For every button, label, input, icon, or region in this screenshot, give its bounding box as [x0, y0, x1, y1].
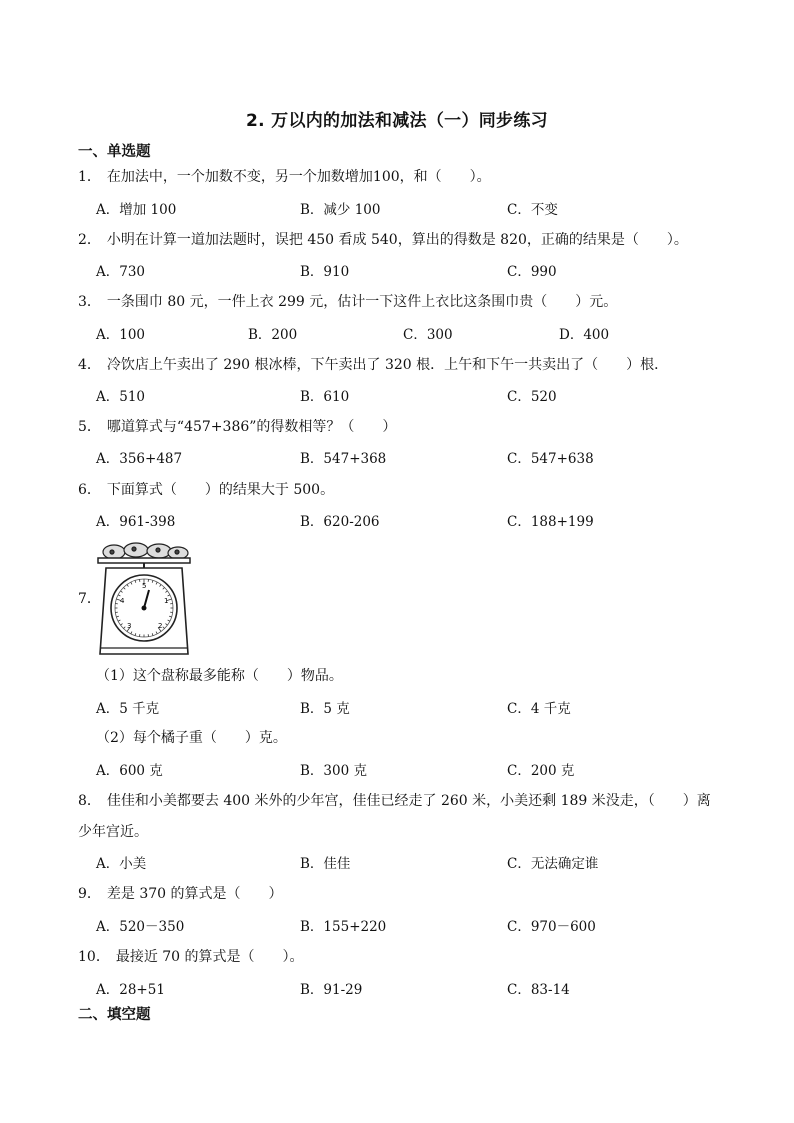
q7-subquestion-2: （2）每个橘子重（ ）克。	[96, 730, 287, 746]
q9-option-a[interactable]: A．520－350	[96, 919, 185, 935]
oranges-icon	[103, 543, 188, 559]
question-number: 5．	[78, 419, 101, 435]
q7-1-option-b[interactable]: B．5 克	[300, 701, 350, 717]
section-title-single-choice: 一、单选题	[78, 144, 151, 160]
question-number: 9．	[78, 886, 101, 902]
question-number: 2．	[78, 232, 101, 248]
q6-option-c[interactable]: C．188+199	[507, 514, 594, 530]
question-3	[78, 291, 617, 311]
question-text: 在加法中，一个加数不变，另一个加数增加100，和（ ）。	[106, 169, 491, 185]
q10-option-c[interactable]: C．83-14	[507, 982, 570, 998]
q2-option-b[interactable]: B．910	[300, 264, 350, 280]
q1-option-a[interactable]: A．增加 100	[96, 202, 177, 218]
q7-2-option-a[interactable]: A．600 克	[96, 763, 163, 779]
question-text: 一条围巾 80 元，一件上衣 299 元，估计一下这件上衣比这条围巾贵（ ）元。	[106, 294, 618, 310]
q4-option-a[interactable]: A．510	[96, 389, 146, 405]
question-number: 10．	[78, 949, 110, 965]
question-6	[78, 479, 334, 499]
question-text: 差是 370 的算式是（ ）	[106, 886, 283, 902]
q8-option-c[interactable]: C．无法确定谁	[507, 856, 599, 872]
q7-2-option-b[interactable]: B．300 克	[300, 763, 367, 779]
question-text: 冷饮店上午卖出了 290 根冰棒，下午卖出了 320 根．上午和下午一共卖出了（ ）根．	[106, 357, 669, 373]
question-2	[78, 229, 688, 249]
section-title-fill-blank: 二、填空题	[78, 1007, 151, 1023]
q6-option-b[interactable]: B．620-206	[300, 514, 380, 530]
question-number: 3．	[78, 294, 101, 310]
question-text: 小明在计算一道加法题时，误把 450 看成 540，算出的得数是 820，正确的结果是（ ）。	[106, 232, 688, 248]
question-8-continued: 少年宫近。	[78, 824, 148, 840]
q7-2-option-c[interactable]: C．200 克	[507, 763, 575, 779]
dial-number-1: 1	[164, 597, 169, 605]
q10-option-b[interactable]: B．91-29	[300, 982, 363, 998]
page-title: 2. 万以内的加法和减法（一）同步练习	[246, 111, 548, 131]
q6-option-a[interactable]: A．961-398	[96, 514, 176, 530]
question-number: 4．	[78, 357, 101, 373]
q4-option-b[interactable]: B．610	[300, 389, 350, 405]
q2-option-a[interactable]: A．730	[96, 264, 146, 280]
question-text: 佳佳和小美都要去 400 米外的少年宫，佳佳已经走了 260 米，小美还剩 189 米没走，（ ）离	[106, 793, 711, 809]
q7-subquestion-1: （1）这个盘称最多能称（ ）物品。	[96, 668, 343, 684]
dial-number-5: 5	[142, 582, 147, 590]
question-1	[78, 166, 491, 186]
question-text: 哪道算式与“457+386”的得数相等？（ ）	[106, 419, 397, 435]
platform-scale-image	[96, 542, 192, 656]
q7-1-option-a[interactable]: A．5 千克	[96, 701, 160, 717]
question-5	[78, 416, 396, 436]
q2-option-c[interactable]: C．990	[507, 264, 557, 280]
q9-option-c[interactable]: C．970－600	[507, 919, 596, 935]
question-number: 8．	[78, 793, 101, 809]
q3-option-b[interactable]: B．200	[248, 327, 298, 343]
q7-1-option-c[interactable]: C．4 千克	[507, 701, 571, 717]
q1-option-b[interactable]: B．减少 100	[300, 202, 381, 218]
question-number: 6．	[78, 482, 101, 498]
q5-option-b[interactable]: B．547+368	[300, 451, 387, 467]
q3-option-d[interactable]: D．400	[559, 327, 610, 343]
q4-option-c[interactable]: C．520	[507, 389, 557, 405]
question-text: 最接近 70 的算式是（ ）。	[115, 949, 304, 965]
question-4	[78, 354, 668, 374]
dial-number-2: 2	[158, 622, 163, 630]
q8-option-b[interactable]: B．佳佳	[300, 856, 351, 872]
q8-option-a[interactable]: A．小美	[96, 856, 147, 872]
question-10	[78, 946, 304, 966]
q5-option-c[interactable]: C．547+638	[507, 451, 594, 467]
q10-option-a[interactable]: A．28+51	[96, 982, 165, 998]
dial-number-3: 3	[127, 622, 132, 630]
question-number: 1．	[78, 169, 101, 185]
question-9	[78, 883, 283, 903]
q5-option-a[interactable]: A．356+487	[96, 451, 183, 467]
q1-option-c[interactable]: C．不变	[507, 202, 558, 218]
q9-option-b[interactable]: B．155+220	[300, 919, 387, 935]
question-text: 下面算式（ ）的结果大于 500。	[106, 482, 335, 498]
question-8	[78, 790, 711, 810]
q3-option-a[interactable]: A．100	[96, 327, 146, 343]
question-7-number: 7．	[78, 591, 101, 607]
q3-option-c[interactable]: C．300	[403, 327, 453, 343]
dial-number-4: 4	[120, 597, 125, 605]
